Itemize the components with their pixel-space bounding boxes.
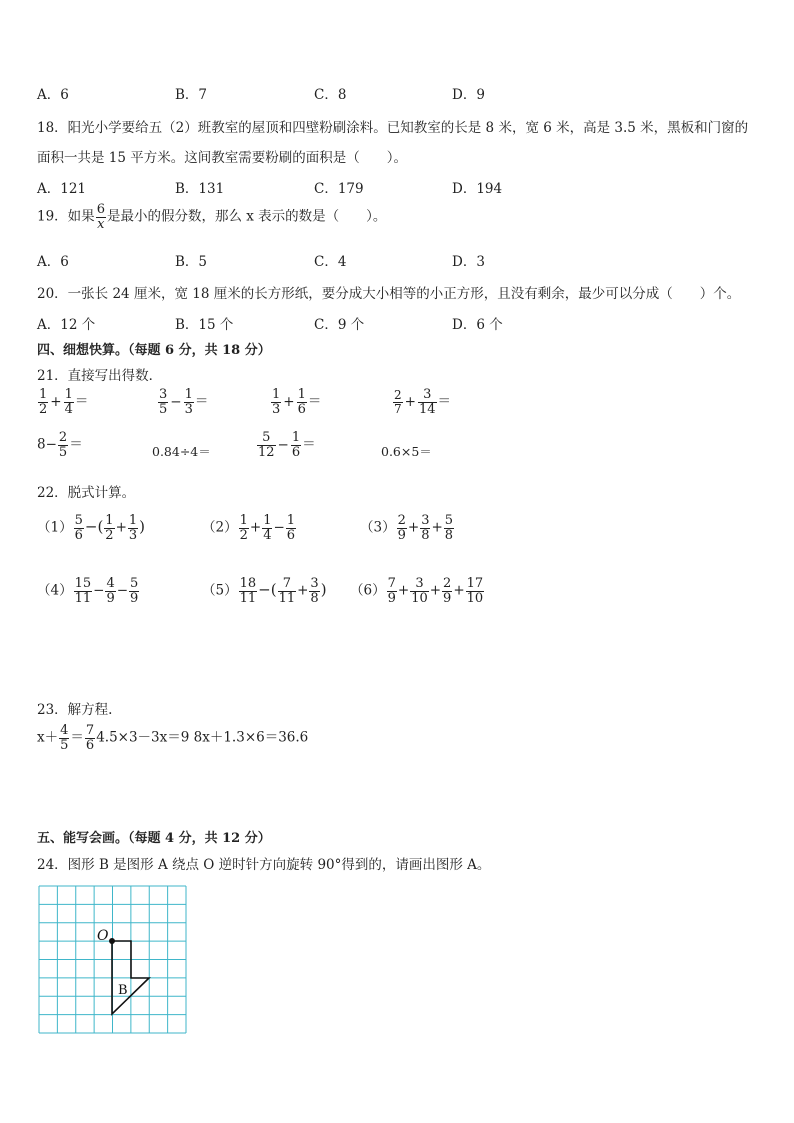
q20-option-b: B．15 个 bbox=[175, 317, 234, 333]
q20-option-d: D．6 个 bbox=[452, 317, 503, 333]
q22-expr-1: （1） $\frac{5}{6}$ −( $\frac{1}{2}$ + $\frac{1}{3}$ ) bbox=[37, 513, 146, 543]
q22-title: 22．脱式计算。 bbox=[37, 485, 136, 501]
q21-item-2: $\frac{3}{5}$ − $\frac{1}{3}$ ＝ bbox=[159, 387, 209, 417]
q21-item-1: $\frac{1}{2}$ + $\frac{1}{4}$ ＝ bbox=[39, 387, 89, 417]
q24-text: 24．图形 B 是图形 A 绕点 O 逆时针方向旋转 90°得到的，请画出图形 A。 bbox=[37, 857, 491, 873]
q19-prefix: 19．如果 bbox=[37, 208, 95, 225]
q18-option-d: D．194 bbox=[452, 181, 503, 197]
q20-option-c: C．9 个 bbox=[314, 317, 365, 333]
q18-option-a: A．121 bbox=[37, 181, 87, 197]
q19-option-b: B．5 bbox=[175, 254, 208, 270]
q21-item-8: 0.6×5＝ bbox=[381, 444, 432, 459]
q17-option-c: C．8 bbox=[314, 87, 347, 103]
q17-option-b: B．7 bbox=[175, 87, 208, 103]
section-5-heading: 五、能写会画。（每题 4 分，共 12 分） bbox=[37, 831, 271, 846]
q23-equations: x＋ $\frac{4}{5}$ ＝ $\frac{7}{6}$ 4.5×3－3x＝9 8x＋1.3×6＝36.6 bbox=[37, 723, 309, 753]
q22-expr-4: （4） $\frac{15}{11}$ − $\frac{4}{9}$ − $\frac{5}{9}$ bbox=[37, 576, 139, 606]
q18-text-line2: 面积一共是 15 平方米。这间教室需要粉刷的面积是（ ）。 bbox=[37, 150, 408, 166]
q21-item-3: $\frac{1}{3}$ + $\frac{1}{6}$ ＝ bbox=[272, 387, 322, 417]
q21-item-6: 0.84÷4＝ bbox=[152, 444, 211, 459]
q21-title: 21．直接写出得数． bbox=[37, 368, 163, 384]
q21-item-4: $\frac{2}{7}$ + $\frac{3}{14}$ ＝ bbox=[394, 387, 451, 417]
q17-option-a: A．6 bbox=[37, 87, 69, 103]
q19-fraction bbox=[96, 203, 106, 231]
rotation-grid bbox=[38, 885, 188, 1039]
q19-question bbox=[37, 203, 386, 231]
q19-option-d: D．3 bbox=[452, 254, 485, 270]
q20-text: 20．一张长 24 厘米，宽 18 厘米的长方形纸，要分成大小相等的小正方形，且没有剩余，最少可以分成（ ）个。 bbox=[37, 286, 741, 302]
q23-title: 23．解方程. bbox=[37, 702, 113, 718]
q18-option-b: B．131 bbox=[175, 181, 225, 197]
q19-frac-num: 6 bbox=[96, 202, 105, 217]
q19-option-a: A．6 bbox=[37, 254, 69, 270]
q17-option-d: D．9 bbox=[452, 87, 485, 103]
q18-text-line1: 18．阳光小学要给五（2）班教室的屋顶和四壁粉刷涂料。已知教室的长是 8 米，宽 6 米，高是 3.5 米，黑板和门窗的 bbox=[37, 120, 749, 136]
shape-b-label: B bbox=[118, 983, 128, 998]
q21-item-7: $\frac{5}{12}$ − $\frac{1}{6}$ ＝ bbox=[258, 430, 316, 460]
q19-option-c: C．4 bbox=[314, 254, 347, 270]
q19-suffix: 是最小的假分数，那么 x 表示的数是（ ）。 bbox=[106, 208, 387, 225]
q18-option-c: C．179 bbox=[314, 181, 364, 197]
q19-frac-den: x bbox=[97, 216, 105, 232]
q21-item-5: 8− $\frac{2}{5}$ ＝ bbox=[37, 430, 83, 460]
q22-expr-2: （2） $\frac{1}{2}$ + $\frac{1}{4}$ − $\frac{1}{6}$ bbox=[202, 513, 296, 543]
q20-option-a: A．12 个 bbox=[37, 317, 96, 333]
point-o-label: O bbox=[97, 928, 109, 944]
q22-expr-5: （5） $\frac{18}{11}$ −( $\frac{7}{11}$ + $\frac{3}{8}$ ) bbox=[202, 576, 327, 606]
q22-expr-6: （6） $\frac{7}{9}$ + $\frac{3}{10}$ + $\frac{2}{9}$ + $\frac{17}{10}$ bbox=[350, 576, 484, 606]
point-o-dot bbox=[109, 938, 115, 944]
grid-figure bbox=[38, 885, 188, 1035]
q22-expr-3: （3） $\frac{2}{9}$ + $\frac{3}{8}$ + $\frac{5}{8}$ bbox=[360, 513, 454, 543]
section-4-heading: 四、细想快算。（每题 6 分，共 18 分） bbox=[37, 343, 271, 358]
